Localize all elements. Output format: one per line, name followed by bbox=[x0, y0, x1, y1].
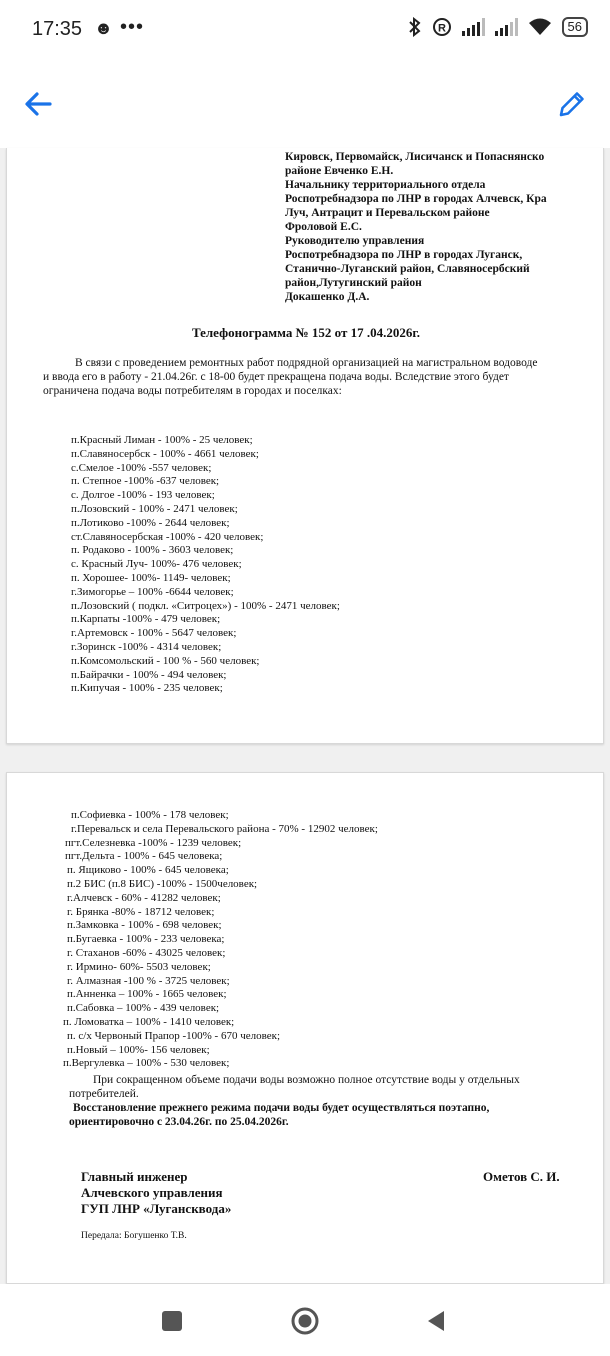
addressee-line: Роспотребнадзора по ЛНР в городах Алчевск, Кра bbox=[285, 193, 547, 205]
settlement-item: г. Брянка -80% - 18712 человек; bbox=[67, 905, 215, 918]
settlement-item: п.Вергулевка – 100% - 530 человек; bbox=[63, 1057, 230, 1070]
addressee-line: Луч, Антрацит и Перевальском районе bbox=[285, 207, 490, 219]
settlement-item: п.Байрачки - 100% - 494 человек; bbox=[71, 668, 227, 681]
intro-text: ограничена подача воды потребителям в городах и поселках: bbox=[43, 385, 342, 397]
pencil-icon[interactable] bbox=[550, 82, 594, 126]
settlement-item: п.Кипучая - 100% - 235 человек; bbox=[71, 682, 223, 695]
note-text: потребителей. bbox=[69, 1088, 139, 1100]
addressee-line: Докашенко Д.А. bbox=[285, 291, 370, 303]
settlement-item: п.Славяносербск - 100% - 4661 человек; bbox=[71, 447, 259, 460]
settlement-item: с.Смелое -100% -557 человек; bbox=[71, 461, 212, 474]
addressee-line: Фроловой Е.С. bbox=[285, 221, 362, 233]
square-icon[interactable] bbox=[157, 1306, 187, 1336]
settlement-item: п.Красный Лиман - 100% - 25 человек; bbox=[71, 434, 253, 446]
settlement-item: г.Зоринск -100% - 4314 человек; bbox=[71, 641, 222, 653]
bluetooth-icon bbox=[408, 17, 422, 37]
settlement-item: г.Артемовск - 100% - 5647 человек; bbox=[71, 627, 237, 640]
triangle-back-icon[interactable] bbox=[422, 1306, 452, 1336]
document-page-1 bbox=[6, 148, 604, 744]
settlement-item: п.Комсомольский - 100 % - 560 человек; bbox=[71, 654, 260, 667]
signature-title: Алчевского управления bbox=[81, 1185, 223, 1200]
settlement-item: с. Красный Луч- 100%- 476 человек; bbox=[71, 558, 242, 571]
settlement-item: п.Анненка – 100% - 1665 человек; bbox=[67, 988, 227, 1001]
status-time: 17:35 bbox=[32, 18, 83, 40]
settlement-item: п. Ящиково - 100% - 645 человека; bbox=[67, 864, 229, 877]
restore-text: ориентировочно с 23.04.26г. по 25.04.2026г. bbox=[69, 1116, 289, 1128]
status-icons bbox=[408, 17, 588, 37]
settlement-item: п.Сабовка – 100% - 439 человек; bbox=[67, 1002, 220, 1015]
settlement-item: г.Перевальск и села Перевальского района - 70% - 12902 человек; bbox=[71, 822, 378, 835]
signal-icon-2 bbox=[495, 18, 518, 36]
document-title: Телефонограмма № 152 от 17 .04.2026г. bbox=[191, 325, 421, 340]
circle-icon[interactable] bbox=[290, 1306, 320, 1336]
arrow-left-icon[interactable] bbox=[16, 82, 60, 126]
wifi-icon bbox=[528, 17, 552, 37]
addressee-line: Начальнику территориального отдела bbox=[285, 179, 486, 191]
settlement-item: п.Лозовский ( подкл. «Ситроцех») - 100% - 2471 человек; bbox=[71, 599, 340, 612]
signature-title: ГУП ЛНР «Лугансквода» bbox=[81, 1201, 232, 1216]
settlement-item: ст.Славяносербская -100% - 420 человек; bbox=[71, 530, 264, 543]
settlement-item: г.Алчевск - 60% - 41282 человек; bbox=[67, 891, 221, 904]
settlement-item: п.2 БИС (п.8 БИС) -100% - 1500человек; bbox=[67, 878, 258, 890]
app-toolbar bbox=[0, 62, 610, 148]
signer-name: Ометов С. И. bbox=[483, 1169, 560, 1184]
system-nav-bar bbox=[0, 1284, 610, 1356]
document-page-2 bbox=[6, 772, 604, 1284]
status-bar bbox=[0, 0, 610, 62]
settlement-item: п.Карпаты -100% - 479 человек; bbox=[71, 613, 221, 626]
settlement-item: с. Долгое -100% - 193 человек; bbox=[71, 489, 215, 502]
settlement-item: п.Замковка - 100% - 698 человек; bbox=[67, 919, 222, 932]
settlement-item: г.Зимогорье – 100% -6644 человек; bbox=[71, 585, 234, 598]
signature-title: Главный инженер bbox=[81, 1169, 188, 1184]
settlement-item: г. Алмазная -100 % - 3725 человек; bbox=[67, 974, 230, 987]
settlement-item: п.Лозовский - 100% - 2471 человек; bbox=[71, 503, 238, 515]
addressee-line: Роспотребнадзора по ЛНР в городах Луганск, bbox=[285, 249, 523, 261]
settlement-item: п. с/х Червоный Прапор -100% - 670 человек; bbox=[67, 1029, 281, 1042]
notification-icon: ☻ bbox=[94, 18, 113, 38]
restore-text: Восстановление прежнего режима подачи воды будет осуществляться поэтапно, bbox=[73, 1102, 490, 1114]
svg-text:R: R bbox=[437, 22, 446, 35]
settlement-item: г. Стаханов -60% - 43025 человек; bbox=[67, 947, 226, 959]
registered-icon bbox=[432, 17, 452, 37]
settlement-item: п. Ломоватка – 100% - 1410 человек; bbox=[63, 1016, 235, 1028]
battery-icon: 56 bbox=[562, 17, 588, 37]
settlement-item: п.Лотиково -100% - 2644 человек; bbox=[71, 516, 230, 529]
settlement-item: п. Хорошее- 100%- 1149- человек; bbox=[71, 572, 231, 584]
transmitted-by: Передала: Богушенко Т.В. bbox=[81, 1231, 187, 1241]
settlement-item: п.Софиевка - 100% - 178 человек; bbox=[71, 809, 229, 821]
settlement-item: п.Новый – 100%- 156 человек; bbox=[67, 1043, 210, 1056]
signal-icon-1 bbox=[462, 18, 485, 36]
settlement-item: п. Степное -100% -637 человек; bbox=[71, 475, 220, 488]
settlement-item: п.Бугаевка - 100% - 233 человека; bbox=[67, 933, 225, 946]
addressee-line: Руководителю управления bbox=[285, 235, 425, 247]
note-text: При сокращенном объеме подачи воды возможно полное отсутствие воды у отдельных bbox=[93, 1074, 520, 1086]
addressee-line: Станично-Луганский район, Славяносербский bbox=[285, 263, 530, 275]
more-notifications-icon: ••• bbox=[120, 16, 145, 38]
addressee-line: Кировск, Первомайск, Лисичанск и Попаснянско bbox=[285, 151, 545, 163]
intro-text: и ввода его в работу - 21.04.26г. с 18-00 будет прекращена подача воды. Вследствие этого будет bbox=[43, 371, 509, 383]
settlement-item: г. Ирмино- 60%- 5503 человек; bbox=[67, 960, 211, 973]
addressee-line: район,Лутугинский район bbox=[285, 277, 422, 289]
intro-text: В связи с проведением ремонтных работ подрядной организацией на магистральном водоводе bbox=[75, 357, 538, 369]
settlement-item: пгт.Селезневка -100% - 1239 человек; bbox=[65, 836, 242, 849]
settlement-item: пгт.Дельта - 100% - 645 человека; bbox=[65, 850, 223, 863]
settlement-item: п. Родаково - 100% - 3603 человек; bbox=[71, 544, 234, 557]
addressee-line: районе Евченко Е.Н. bbox=[285, 165, 394, 177]
